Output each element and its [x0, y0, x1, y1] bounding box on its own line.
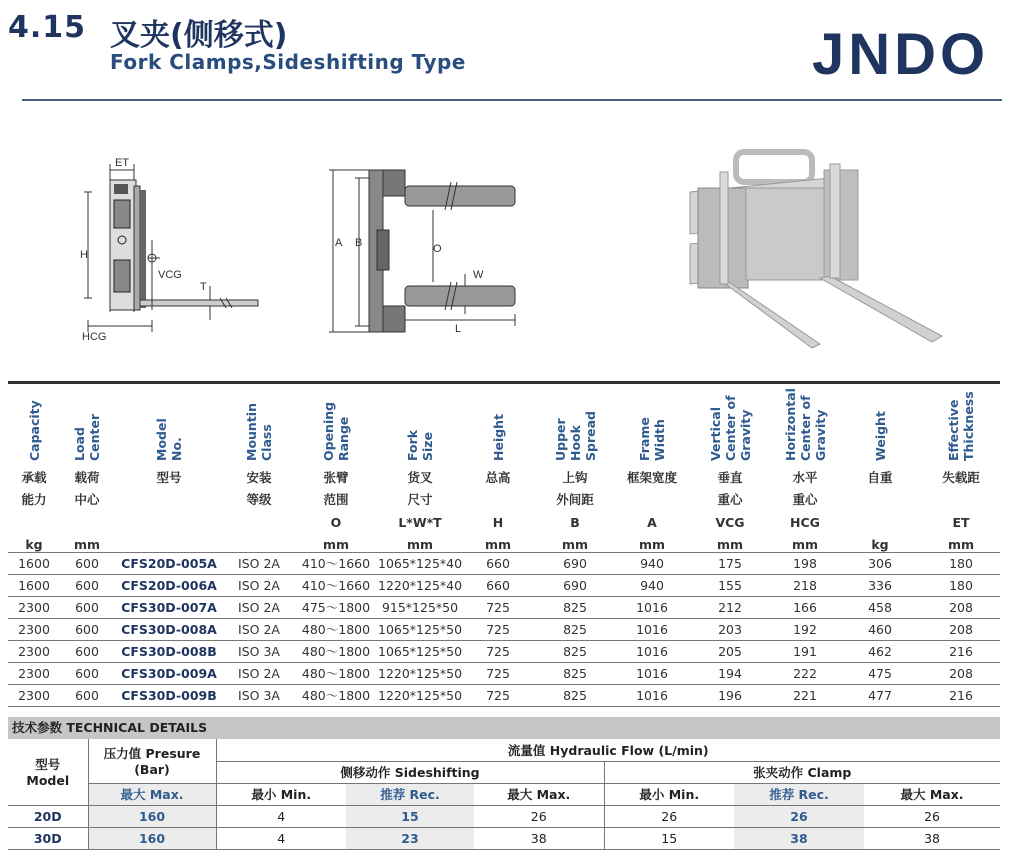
spec-cell: 725	[486, 687, 510, 703]
tech-cl-max: 26	[864, 805, 1000, 827]
spec-header-en	[462, 384, 534, 464]
spec-header-cn2: 范围	[323, 492, 349, 507]
spec-header-cn1	[8, 464, 1000, 486]
spec-header-unit	[114, 530, 224, 552]
product-photo	[680, 148, 960, 358]
spec-header-en-label: Model No.	[154, 418, 184, 461]
spec-cell: ISO 2A	[238, 555, 280, 571]
spec-header-unit: mm	[322, 536, 350, 552]
spec-header-symbol	[114, 508, 224, 530]
cl-rec-label: 推荐 Rec.	[734, 783, 864, 805]
spec-cell: 410～1660	[301, 556, 371, 571]
spec-header-en	[772, 384, 838, 464]
spec-row	[8, 574, 1000, 596]
spec-header-cn1: 载荷	[74, 470, 100, 485]
spec-cell: 600	[75, 621, 99, 637]
spec-header-cn1: 安装	[246, 470, 272, 485]
spec-header-cn1: 型号	[156, 470, 182, 485]
spec-cell: 180	[949, 577, 973, 593]
spec-row	[8, 684, 1000, 706]
spec-cell: 1016	[636, 599, 668, 615]
spec-cell: 725	[486, 599, 510, 615]
spec-header-symbol: ET	[952, 515, 970, 530]
spec-cell: 690	[563, 577, 587, 593]
pressure-max-label: 最大 Max.	[88, 783, 216, 805]
label-h: H	[80, 249, 88, 261]
spec-cell: 1016	[636, 643, 668, 659]
spec-cell: 660	[486, 577, 510, 593]
tech-ss-rec: 23	[346, 827, 474, 849]
title-chinese: 叉夹(侧移式)	[110, 18, 288, 53]
spec-header-symbol	[60, 508, 114, 530]
spec-cell: 208	[949, 599, 973, 615]
spec-cell: 725	[486, 643, 510, 659]
spec-header-en	[294, 384, 378, 464]
spec-cell: 194	[718, 665, 742, 681]
tech-model: 20D	[8, 805, 88, 827]
spec-cell: 222	[793, 665, 817, 681]
spec-header-en-label: Weight	[872, 411, 888, 461]
spec-cell: 336	[868, 577, 892, 593]
spec-cell: 460	[868, 621, 892, 637]
label-hcg: HCG	[82, 331, 107, 343]
spec-cell: 221	[793, 687, 817, 703]
spec-header-unit: kg	[871, 536, 889, 552]
spec-cell: 203	[718, 621, 742, 637]
spec-row	[8, 640, 1000, 662]
tech-pressure: 160	[88, 805, 216, 827]
spec-header-en-label: Opening Range	[321, 401, 351, 461]
spec-cell: 155	[718, 577, 742, 593]
spec-header-cn2: 重心	[717, 492, 743, 507]
spec-header-en-label: Height	[490, 413, 506, 461]
spec-header-cn2	[462, 486, 534, 508]
spec-header-cn1: 垂直	[717, 470, 743, 485]
spec-cell: 480～1800	[301, 688, 371, 703]
spec-header-en	[616, 384, 688, 464]
model-number: CFS20D-005A	[121, 555, 217, 571]
spec-cell: 825	[563, 687, 587, 703]
spec-row	[8, 596, 1000, 618]
spec-cell: 480～1800	[301, 644, 371, 659]
spec-cell: 475～1800	[301, 600, 371, 615]
spec-header-symbol	[224, 508, 294, 530]
spec-cell: 825	[563, 665, 587, 681]
spec-header-cn2	[114, 486, 224, 508]
spec-header-symbol	[838, 508, 922, 530]
spec-cell: 600	[75, 555, 99, 571]
spec-header-cn2: 能力	[21, 492, 47, 507]
spec-row	[8, 662, 1000, 684]
spec-header-symbol: O	[330, 515, 342, 530]
model-number: CFS30D-009A	[121, 665, 217, 681]
spec-cell: 1065*125*40	[378, 555, 463, 571]
spec-cell: 166	[793, 599, 817, 615]
spec-cell: 1016	[636, 621, 668, 637]
spec-cell: 690	[563, 555, 587, 571]
spec-header-cn2	[8, 486, 1000, 508]
spec-cell: 725	[486, 621, 510, 637]
tech-cl-rec: 26	[734, 805, 864, 827]
flow-header: 流量值 Hydraulic Flow (L/min)	[216, 739, 1000, 761]
spec-cell: 191	[793, 643, 817, 659]
spec-cell: 1016	[636, 665, 668, 681]
spec-cell: 2300	[18, 621, 50, 637]
spec-header-cn1: 张臂	[323, 470, 349, 485]
spec-cell: ISO 3A	[238, 687, 280, 703]
spec-header-cn2: 尺寸	[407, 492, 433, 507]
spec-cell: 175	[718, 555, 742, 571]
side-view-diagram	[70, 150, 270, 350]
spec-header-unit	[8, 530, 1000, 552]
tech-table	[8, 739, 1000, 850]
spec-header-symbol	[8, 508, 60, 530]
model-number: CFS30D-008A	[121, 621, 217, 637]
spec-header-cn1: 失载距	[942, 470, 980, 485]
brand-logo: JNDO	[812, 22, 990, 87]
tech-ss-min: 4	[216, 827, 346, 849]
spec-header-en-label: Effective Thickness	[946, 391, 976, 461]
spec-header-cn1: 承载	[21, 470, 47, 485]
spec-header-unit: kg	[25, 536, 43, 552]
spec-header-en	[114, 384, 224, 464]
spec-cell: 600	[75, 665, 99, 681]
spec-cell: 198	[793, 555, 817, 571]
spec-cell: 825	[563, 643, 587, 659]
spec-cell: 600	[75, 687, 99, 703]
spec-cell: 940	[640, 577, 664, 593]
spec-cell: 1220*125*50	[378, 665, 463, 681]
ss-min-label: 最小 Min.	[216, 783, 346, 805]
spec-cell: 180	[949, 555, 973, 571]
spec-cell: 212	[718, 599, 742, 615]
spec-cell: 208	[949, 621, 973, 637]
spec-cell: 480～1800	[301, 666, 371, 681]
model-cn-label: 型号	[35, 757, 61, 773]
model-number: CFS30D-008B	[121, 643, 217, 659]
spec-cell: 940	[640, 555, 664, 571]
spec-header-cn1: 上钩	[562, 470, 588, 485]
spec-header-en-label: Mountin Class	[244, 403, 274, 461]
ss-max-label: 最大 Max.	[474, 783, 604, 805]
spec-header-unit: mm	[484, 536, 512, 552]
spec-cell: 660	[486, 555, 510, 571]
spec-cell: 2300	[18, 665, 50, 681]
spec-cell: 196	[718, 687, 742, 703]
spec-cell: ISO 3A	[238, 643, 280, 659]
spec-cell: 600	[75, 643, 99, 659]
spec-cell: 1016	[636, 687, 668, 703]
tech-ss-max: 26	[474, 805, 604, 827]
spec-cell: 1065*125*50	[378, 621, 463, 637]
tech-row	[8, 827, 1000, 849]
spec-cell: 216	[949, 687, 973, 703]
spec-cell: 208	[949, 665, 973, 681]
spec-cell: ISO 2A	[238, 665, 280, 681]
spec-cell: 600	[75, 577, 99, 593]
title-english: Fork Clamps,Sideshifting Type	[110, 50, 466, 74]
spec-header-en-label: Frame Width	[637, 417, 667, 461]
label-vcg: VCG	[158, 269, 182, 281]
section-number: 4.15	[8, 10, 87, 45]
spec-header-sym	[8, 508, 1000, 530]
model-number: CFS20D-006A	[121, 577, 217, 593]
tech-details-title: 技术参数 TECHNICAL DETAILS	[8, 717, 1000, 739]
spec-table	[8, 381, 1000, 707]
spec-header-unit: mm	[638, 536, 666, 552]
clamp-header: 张夹动作 Clamp	[604, 761, 1000, 783]
header-divider	[22, 99, 1002, 101]
spec-header-symbol: L*W*T	[398, 515, 442, 530]
tech-model: 30D	[8, 827, 88, 849]
spec-header-cn1: 货叉	[407, 470, 433, 485]
spec-header-cn1: 总高	[485, 470, 511, 485]
label-et: ET	[114, 157, 130, 169]
spec-header-en-label: Load Center	[72, 413, 102, 461]
spec-cell: ISO 2A	[238, 577, 280, 593]
spec-header-en-label: Upper Hook Spread	[552, 411, 598, 461]
spec-cell: 1600	[18, 577, 50, 593]
ss-rec-label: 推荐 Rec.	[346, 783, 474, 805]
spec-cell: 2300	[18, 599, 50, 615]
tech-cl-min: 15	[604, 827, 734, 849]
label-b: B	[355, 237, 363, 249]
spec-header-unit: mm	[561, 536, 589, 552]
tech-ss-min: 4	[216, 805, 346, 827]
pressure-header: 压力值 Presure (Bar)	[88, 739, 216, 783]
label-t: T	[200, 281, 207, 293]
spec-cell: 1220*125*50	[378, 687, 463, 703]
spec-cell: 306	[868, 555, 892, 571]
spec-cell: 915*125*50	[381, 599, 459, 615]
spec-header-cn2: 中心	[74, 492, 100, 507]
spec-cell: 458	[868, 599, 892, 615]
spec-cell: 1220*125*40	[378, 577, 463, 593]
spec-cell: 2300	[18, 643, 50, 659]
spec-header-unit: mm	[406, 536, 434, 552]
spec-cell: 205	[718, 643, 742, 659]
spec-header-unit: mm	[73, 536, 101, 552]
spec-header-en	[8, 384, 60, 464]
spec-header-cn2: 重心	[792, 492, 818, 507]
spec-header-en	[8, 384, 1000, 464]
spec-header-en-label: Fork Size	[405, 429, 435, 461]
spec-header-cn1: 水平	[792, 470, 818, 485]
spec-header-cn2	[922, 486, 1000, 508]
spec-cell: 480～1800	[301, 622, 371, 637]
spec-cell: 1065*125*50	[378, 643, 463, 659]
spec-header-symbol: VCG	[715, 515, 745, 530]
spec-header-symbol: A	[647, 515, 657, 530]
spec-cell: 477	[868, 687, 892, 703]
spec-header-en-label: Horizontal Center of Gravity	[782, 388, 828, 461]
spec-header-cn2	[616, 486, 688, 508]
cl-min-label: 最小 Min.	[604, 783, 734, 805]
spec-header-en	[838, 384, 922, 464]
tech-cl-rec: 38	[734, 827, 864, 849]
spec-cell: 2300	[18, 687, 50, 703]
spec-header-en-label: Vertical Center of Gravity	[707, 395, 753, 461]
spec-header-en	[534, 384, 616, 464]
front-view-diagram	[325, 160, 525, 340]
tech-pressure: 160	[88, 827, 216, 849]
page-header	[0, 0, 1024, 100]
model-number: CFS30D-009B	[121, 687, 217, 703]
spec-header-en	[224, 384, 294, 464]
spec-header-unit: mm	[791, 536, 819, 552]
spec-header-unit: mm	[716, 536, 744, 552]
spec-cell: 825	[563, 621, 587, 637]
spec-cell: 216	[949, 643, 973, 659]
label-w: W	[473, 269, 484, 281]
cl-max-label: 最大 Max.	[864, 783, 1000, 805]
label-o: O	[433, 243, 442, 255]
model-en-label: Model	[26, 773, 70, 789]
spec-cell: 600	[75, 599, 99, 615]
spec-cell: 475	[868, 665, 892, 681]
tech-row	[8, 805, 1000, 827]
spec-header-en	[922, 384, 1000, 464]
spec-header-unit	[224, 530, 294, 552]
spec-header-symbol: B	[570, 515, 580, 530]
spec-cell: ISO 2A	[238, 599, 280, 615]
model-number: CFS30D-007A	[121, 599, 217, 615]
spec-header-symbol: H	[492, 515, 504, 530]
spec-header-en	[378, 384, 462, 464]
label-a: A	[335, 237, 343, 249]
spec-header-en	[688, 384, 772, 464]
tech-ss-rec: 15	[346, 805, 474, 827]
spec-header-cn2: 等级	[246, 492, 272, 507]
spec-header-unit: mm	[947, 536, 975, 552]
spec-header-symbol: HCG	[790, 515, 820, 530]
spec-header-cn2	[838, 486, 922, 508]
model-col-header	[8, 739, 88, 805]
sideshift-header: 侧移动作 Sideshifting	[216, 761, 604, 783]
spec-header-cn1: 框架宽度	[626, 470, 677, 485]
spec-cell: ISO 2A	[238, 621, 280, 637]
tech-cl-max: 38	[864, 827, 1000, 849]
spec-header-cn1: 自重	[867, 470, 893, 485]
spec-cell: 218	[793, 577, 817, 593]
spec-header-en-label: Capacity	[26, 400, 42, 461]
spec-cell: 825	[563, 599, 587, 615]
label-l: L	[455, 323, 462, 335]
tech-ss-max: 38	[474, 827, 604, 849]
spec-cell: 462	[868, 643, 892, 659]
spec-row	[8, 552, 1000, 574]
spec-cell: 192	[793, 621, 817, 637]
spec-cell: 1600	[18, 555, 50, 571]
spec-header-en	[60, 384, 114, 464]
spec-header-cn2: 外间距	[556, 492, 594, 507]
spec-row	[8, 618, 1000, 640]
spec-cell: 410～1660	[301, 578, 371, 593]
tech-cl-min: 26	[604, 805, 734, 827]
spec-cell: 725	[486, 665, 510, 681]
